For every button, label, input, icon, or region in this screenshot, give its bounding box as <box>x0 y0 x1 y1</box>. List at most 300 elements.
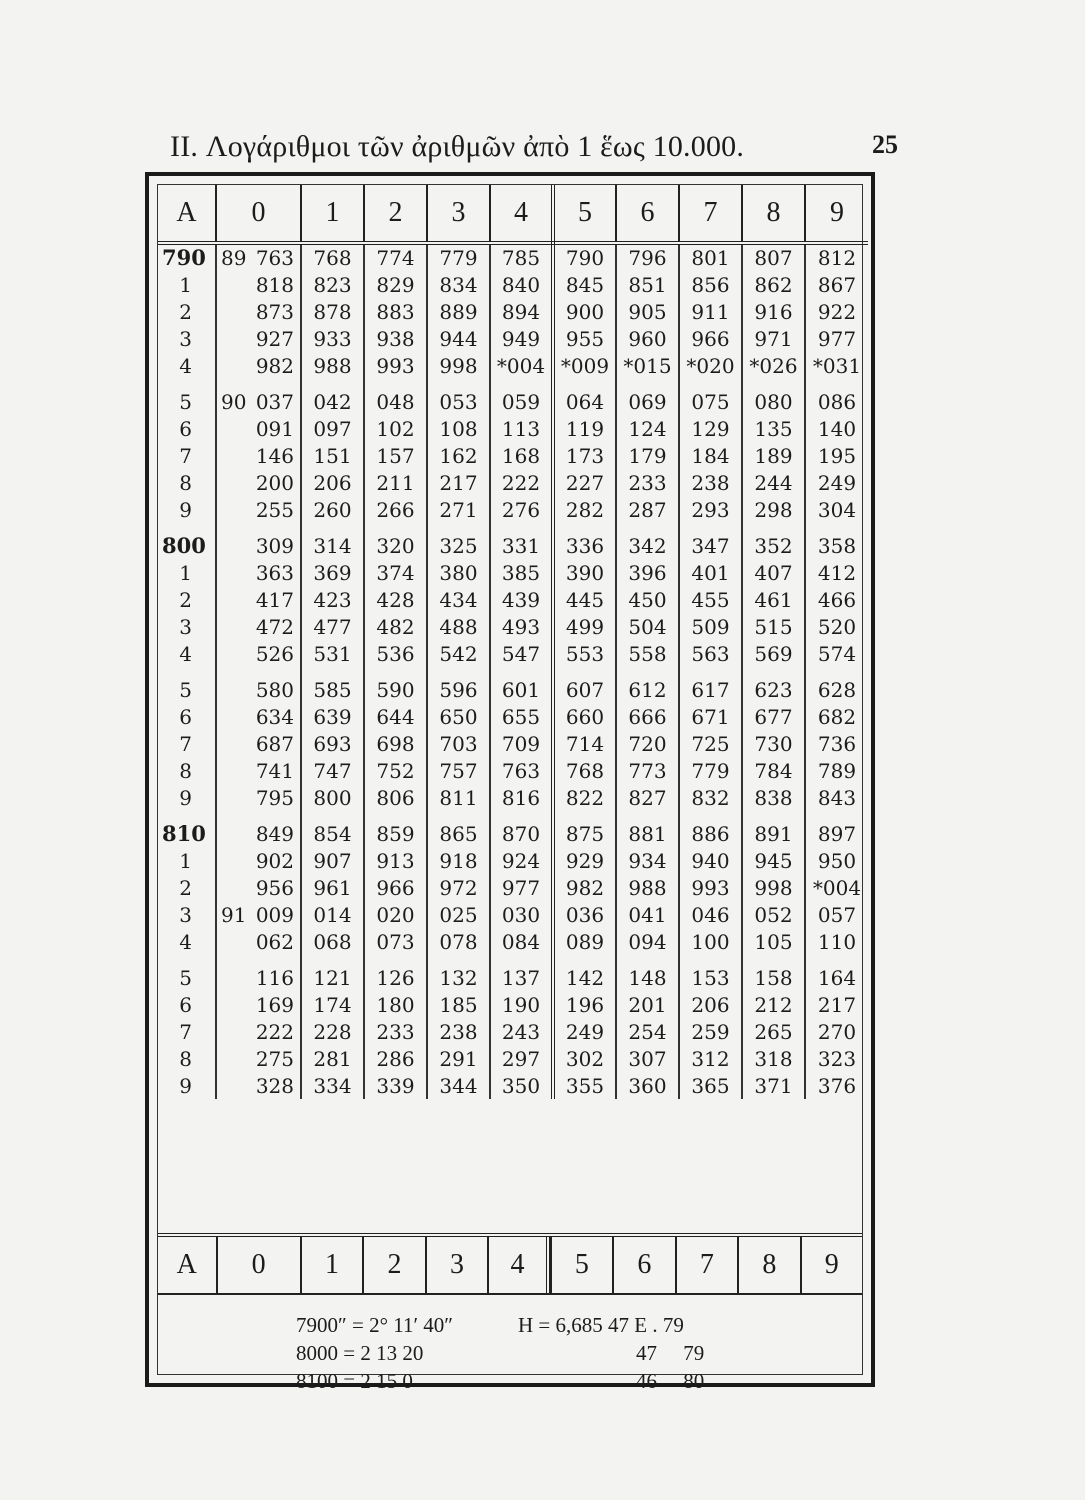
mantissa-cell: 840 <box>490 272 553 299</box>
mantissa-cell: 307 <box>616 1045 679 1072</box>
mantissa-cell: 059 <box>490 389 553 416</box>
mantissa-cell: 286 <box>364 1045 427 1072</box>
mantissa-cell: 834 <box>427 272 490 299</box>
table-frame <box>145 172 875 1393</box>
argument-value: 6 <box>179 993 192 1018</box>
mantissa-cell: 287 <box>616 496 679 523</box>
mantissa-cell: 260 <box>301 496 364 523</box>
mantissa-cell: 747 <box>301 757 364 784</box>
mantissa-cell: 911 <box>679 299 742 326</box>
page-title: II. Λογάριθμοι τῶν ἀριθμῶν ἀπὸ 1 ἕως 10.000. <box>170 130 745 163</box>
table-row <box>158 731 868 758</box>
mantissa-cell: 966 <box>364 875 427 902</box>
mantissa-cell: 352 <box>742 533 805 560</box>
mantissa-cell: 129 <box>679 416 742 443</box>
note-line-2-left: 8000 = 2 13 20 <box>296 1341 424 1365</box>
mantissa-cell: 110 <box>805 928 868 955</box>
table-row <box>158 272 868 299</box>
mantissa-cell <box>216 731 301 758</box>
mantissa-cell: 961 <box>301 875 364 902</box>
mantissa-cell: 949 <box>490 325 553 352</box>
mantissa-cell: 318 <box>742 1045 805 1072</box>
mantissa-cell: 950 <box>805 848 868 875</box>
mantissa-cell: 784 <box>742 757 805 784</box>
mantissa-cell: 030 <box>490 901 553 928</box>
header-cell: 7 <box>679 185 742 243</box>
mantissa-cell: 666 <box>616 704 679 731</box>
mantissa-cell: 938 <box>364 325 427 352</box>
table-row <box>158 1045 868 1072</box>
mantissa-cell: 100 <box>679 928 742 955</box>
mantissa-cell: 057 <box>805 901 868 928</box>
mantissa-value: 687 <box>255 731 294 756</box>
mantissa-value: 763 <box>255 246 294 271</box>
mantissa-cell: 360 <box>616 1072 679 1099</box>
argument-value: 3 <box>179 902 192 927</box>
mantissa-cell: 174 <box>301 992 364 1019</box>
mantissa-cell <box>216 416 301 443</box>
mantissa-cell <box>216 965 301 992</box>
table-row <box>158 677 868 704</box>
header-cell: 4 <box>490 185 553 243</box>
argument-cell <box>158 469 216 496</box>
mantissa-cell: 069 <box>616 389 679 416</box>
mantissa-cell: 900 <box>553 299 616 326</box>
mantissa-cell <box>216 640 301 667</box>
mantissa-cell: 993 <box>364 352 427 379</box>
table-row <box>158 821 868 848</box>
mantissa-cell <box>216 784 301 811</box>
mantissa-cell: 302 <box>553 1045 616 1072</box>
mantissa-cell <box>216 928 301 955</box>
argument-cell <box>158 848 216 875</box>
mantissa-cell: 913 <box>364 848 427 875</box>
mantissa-cell <box>216 1019 301 1046</box>
mantissa-cell: 628 <box>805 677 868 704</box>
mantissa-cell: 358 <box>805 533 868 560</box>
argument-cell <box>158 704 216 731</box>
mantissa-cell: 585 <box>301 677 364 704</box>
mantissa-cell: 878 <box>301 299 364 326</box>
mantissa-value: 741 <box>255 758 294 783</box>
mantissa-cell: 233 <box>616 469 679 496</box>
mantissa-cell: 190 <box>490 992 553 1019</box>
mantissa-cell: 390 <box>553 560 616 587</box>
mantissa-cell: 266 <box>364 496 427 523</box>
argument-value: 5 <box>179 678 192 703</box>
mantissa-cell: 068 <box>301 928 364 955</box>
mantissa-cell: 064 <box>553 389 616 416</box>
mantissa-cell: 832 <box>679 784 742 811</box>
argument-value: 6 <box>179 705 192 730</box>
mantissa-cell: 158 <box>742 965 805 992</box>
argument-value: 3 <box>179 614 192 639</box>
mantissa-cell: 212 <box>742 992 805 1019</box>
mantissa-cell: 752 <box>364 757 427 784</box>
mantissa-cell: 157 <box>364 443 427 470</box>
mantissa-cell: 596 <box>427 677 490 704</box>
argument-cell <box>158 613 216 640</box>
argument-cell <box>158 928 216 955</box>
mantissa-cell: 238 <box>427 1019 490 1046</box>
mantissa-cell: 365 <box>679 1072 742 1099</box>
mantissa-cell: 450 <box>616 587 679 614</box>
mantissa-cell: 189 <box>742 443 805 470</box>
group-spacer <box>158 667 868 677</box>
argument-cell <box>158 640 216 667</box>
mantissa-cell <box>216 901 301 928</box>
mantissa-cell: 102 <box>364 416 427 443</box>
mantissa-cell: 916 <box>742 299 805 326</box>
note-line-1-right: H = 6,685 47 E . 79 <box>518 1313 684 1337</box>
mantissa-cell: 113 <box>490 416 553 443</box>
mantissa-cell: 865 <box>427 821 490 848</box>
mantissa-cell: 768 <box>553 757 616 784</box>
mantissa-cell <box>216 613 301 640</box>
mantissa-cell: 988 <box>301 352 364 379</box>
table-row <box>158 640 868 667</box>
table-row <box>158 533 868 560</box>
mantissa-cell: 020 <box>364 901 427 928</box>
mantissa-cell: 121 <box>301 965 364 992</box>
mantissa-cell: 504 <box>616 613 679 640</box>
mantissa-cell: 574 <box>805 640 868 667</box>
mantissa-cell: 922 <box>805 299 868 326</box>
mantissa-value: 982 <box>255 353 294 378</box>
mantissa-cell: 428 <box>364 587 427 614</box>
mantissa-cell: 773 <box>616 757 679 784</box>
table-row <box>158 613 868 640</box>
mantissa-cell: 097 <box>301 416 364 443</box>
mantissa-cell <box>216 469 301 496</box>
argument-value: 4 <box>179 929 192 954</box>
header-cell: 5 <box>553 185 616 243</box>
mantissa-cell: 891 <box>742 821 805 848</box>
mantissa-cell: 135 <box>742 416 805 443</box>
argument-value: 7 <box>179 1019 192 1044</box>
mantissa-cell: 881 <box>616 821 679 848</box>
mantissa-cell: 905 <box>616 299 679 326</box>
argument-cell <box>158 443 216 470</box>
table-row <box>158 243 868 272</box>
mantissa-cell: 401 <box>679 560 742 587</box>
mantissa-cell: 944 <box>427 325 490 352</box>
mantissa-cell: 934 <box>616 848 679 875</box>
mantissa-cell: 164 <box>805 965 868 992</box>
argument-value: 1 <box>179 561 192 586</box>
mantissa-cell: 423 <box>301 587 364 614</box>
footer-header-cell: 9 <box>800 1237 862 1293</box>
mantissa-cell: 520 <box>805 613 868 640</box>
table-row <box>158 469 868 496</box>
table-row <box>158 928 868 955</box>
mantissa-value: 956 <box>255 875 294 900</box>
mantissa-cell: 173 <box>553 443 616 470</box>
logarithm-table <box>158 185 868 1099</box>
mantissa-cell: 339 <box>364 1072 427 1099</box>
mantissa-cell: 124 <box>616 416 679 443</box>
argument-value: 8 <box>179 470 192 495</box>
table-footer-header <box>158 1233 862 1295</box>
table-row <box>158 757 868 784</box>
mantissa-cell: 105 <box>742 928 805 955</box>
table-header-row <box>158 185 868 243</box>
mantissa-cell: 137 <box>490 965 553 992</box>
mantissa-cell: 843 <box>805 784 868 811</box>
mantissa-cell <box>216 587 301 614</box>
mantissa-cell: 184 <box>679 443 742 470</box>
mantissa-value: 902 <box>255 849 294 874</box>
table-row <box>158 587 868 614</box>
header-cell: 6 <box>616 185 679 243</box>
group-spacer <box>158 523 868 533</box>
mantissa-cell: 445 <box>553 587 616 614</box>
mantissa-cell: 800 <box>301 784 364 811</box>
argument-cell <box>158 821 216 848</box>
group-spacer <box>158 955 868 965</box>
mantissa-cell: 344 <box>427 1072 490 1099</box>
mantissa-cell: 217 <box>805 992 868 1019</box>
mantissa-cell: 227 <box>553 469 616 496</box>
characteristic-prefix: 91 <box>221 902 247 927</box>
mantissa-cell: 342 <box>616 533 679 560</box>
mantissa-cell: 439 <box>490 587 553 614</box>
mantissa-cell: 854 <box>301 821 364 848</box>
mantissa-value: 255 <box>255 497 294 522</box>
mantissa-cell: 779 <box>427 243 490 272</box>
mantissa-cell: 148 <box>616 965 679 992</box>
table-row <box>158 875 868 902</box>
mantissa-cell: 933 <box>301 325 364 352</box>
mantissa-cell: 929 <box>553 848 616 875</box>
mantissa-cell: 768 <box>301 243 364 272</box>
mantissa-cell: 374 <box>364 560 427 587</box>
table-row <box>158 352 868 379</box>
argument-value: 9 <box>179 497 192 522</box>
mantissa-cell: 334 <box>301 1072 364 1099</box>
mantissa-cell: 988 <box>616 875 679 902</box>
mantissa-value: 849 <box>255 822 294 847</box>
mantissa-cell: 376 <box>805 1072 868 1099</box>
mantissa-cell: 812 <box>805 243 868 272</box>
mantissa-cell: 639 <box>301 704 364 731</box>
mantissa-cell: *009 <box>553 352 616 379</box>
argument-value: 5 <box>179 966 192 991</box>
argument-value: 810 <box>162 821 206 847</box>
mantissa-cell: 757 <box>427 757 490 784</box>
mantissa-cell: 380 <box>427 560 490 587</box>
mantissa-cell <box>216 677 301 704</box>
mantissa-cell: 477 <box>301 613 364 640</box>
mantissa-cell: 126 <box>364 965 427 992</box>
mantissa-cell: 693 <box>301 731 364 758</box>
footer-header-cell: 1 <box>300 1237 362 1293</box>
mantissa-cell: 396 <box>616 560 679 587</box>
mantissa-cell: 601 <box>490 677 553 704</box>
mantissa-cell: 870 <box>490 821 553 848</box>
mantissa-cell: 347 <box>679 533 742 560</box>
mantissa-cell: 243 <box>490 1019 553 1046</box>
mantissa-cell: 168 <box>490 443 553 470</box>
mantissa-cell: 883 <box>364 299 427 326</box>
mantissa-cell: 859 <box>364 821 427 848</box>
mantissa-value: 417 <box>255 587 294 612</box>
mantissa-cell: 998 <box>427 352 490 379</box>
mantissa-cell: 720 <box>616 731 679 758</box>
mantissa-cell: 623 <box>742 677 805 704</box>
mantissa-cell: 073 <box>364 928 427 955</box>
mantissa-cell: 238 <box>679 469 742 496</box>
argument-cell <box>158 1019 216 1046</box>
argument-value: 1 <box>179 849 192 874</box>
argument-value: 3 <box>179 326 192 351</box>
mantissa-cell: 080 <box>742 389 805 416</box>
mantissa-cell <box>216 757 301 784</box>
table-body <box>158 243 868 1099</box>
argument-cell <box>158 243 216 272</box>
mantissa-cell: 151 <box>301 443 364 470</box>
mantissa-cell: 918 <box>427 848 490 875</box>
argument-cell <box>158 416 216 443</box>
mantissa-cell <box>216 1072 301 1099</box>
header-cell: 1 <box>301 185 364 243</box>
mantissa-cell: 977 <box>805 325 868 352</box>
mantissa-cell: 461 <box>742 587 805 614</box>
characteristic-prefix: 90 <box>221 390 247 415</box>
mantissa-value: 091 <box>255 417 294 442</box>
mantissa-cell: 845 <box>553 272 616 299</box>
mantissa-cell: 293 <box>679 496 742 523</box>
note-line-3-left: 8100 = 2 15 0 <box>296 1369 413 1393</box>
mantissa-cell: 233 <box>364 1019 427 1046</box>
table-row <box>158 901 868 928</box>
mantissa-value: 927 <box>255 326 294 351</box>
argument-cell <box>158 1072 216 1099</box>
mantissa-cell: 455 <box>679 587 742 614</box>
mantissa-value: 037 <box>255 390 294 415</box>
mantissa-cell: 736 <box>805 731 868 758</box>
mantissa-cell: 822 <box>553 784 616 811</box>
mantissa-cell: 862 <box>742 272 805 299</box>
mantissa-cell: 509 <box>679 613 742 640</box>
mantissa-cell: 371 <box>742 1072 805 1099</box>
table-row <box>158 1019 868 1046</box>
mantissa-cell: 259 <box>679 1019 742 1046</box>
argument-value: 2 <box>179 299 192 324</box>
mantissa-cell: 331 <box>490 533 553 560</box>
mantissa-cell <box>216 1045 301 1072</box>
mantissa-cell: 162 <box>427 443 490 470</box>
mantissa-cell: 042 <box>301 389 364 416</box>
mantissa-cell: 563 <box>679 640 742 667</box>
mantissa-cell: 655 <box>490 704 553 731</box>
argument-value: 790 <box>162 245 206 271</box>
argument-value: 5 <box>179 390 192 415</box>
mantissa-cell: 493 <box>490 613 553 640</box>
mantissa-cell: 671 <box>679 704 742 731</box>
mantissa-cell: 703 <box>427 731 490 758</box>
mantissa-cell: 682 <box>805 704 868 731</box>
characteristic-prefix: 89 <box>221 246 247 271</box>
mantissa-cell: 515 <box>742 613 805 640</box>
mantissa-cell: 542 <box>427 640 490 667</box>
mantissa-cell: 254 <box>616 1019 679 1046</box>
mantissa-cell: 617 <box>679 677 742 704</box>
table-row <box>158 848 868 875</box>
argument-cell <box>158 757 216 784</box>
mantissa-cell: 553 <box>553 640 616 667</box>
mantissa-cell: 796 <box>616 243 679 272</box>
argument-value: 2 <box>179 875 192 900</box>
mantissa-cell: 014 <box>301 901 364 928</box>
mantissa-value: 222 <box>255 1019 294 1044</box>
mantissa-cell: 838 <box>742 784 805 811</box>
mantissa-value: 795 <box>255 785 294 810</box>
mantissa-cell <box>216 243 301 272</box>
mantissa-value: 526 <box>255 641 294 666</box>
mantissa-cell: 369 <box>301 560 364 587</box>
mantissa-cell: 807 <box>742 243 805 272</box>
mantissa-cell: 142 <box>553 965 616 992</box>
argument-cell <box>158 731 216 758</box>
argument-cell <box>158 784 216 811</box>
mantissa-cell: 945 <box>742 848 805 875</box>
mantissa-cell: 644 <box>364 704 427 731</box>
table-row <box>158 1072 868 1099</box>
mantissa-cell: 488 <box>427 613 490 640</box>
mantissa-cell: 867 <box>805 272 868 299</box>
footer-header-cell: 4 <box>487 1237 550 1293</box>
mantissa-cell: 211 <box>364 469 427 496</box>
mantissa-value: 116 <box>255 966 294 991</box>
mantissa-cell: 086 <box>805 389 868 416</box>
mantissa-cell: 972 <box>427 875 490 902</box>
mantissa-cell: 897 <box>805 821 868 848</box>
mantissa-cell: 790 <box>553 243 616 272</box>
mantissa-cell: 698 <box>364 731 427 758</box>
argument-value: 8 <box>179 1046 192 1071</box>
mantissa-cell: 993 <box>679 875 742 902</box>
mantissa-cell: *004 <box>805 875 868 902</box>
table-row <box>158 299 868 326</box>
footer-header-cell: 0 <box>216 1237 300 1293</box>
mantissa-cell: 907 <box>301 848 364 875</box>
mantissa-cell: 249 <box>805 469 868 496</box>
mantissa-cell: 385 <box>490 560 553 587</box>
table-row <box>158 992 868 1019</box>
mantissa-cell: 179 <box>616 443 679 470</box>
mantissa-cell: 851 <box>616 272 679 299</box>
header-cell: 9 <box>805 185 868 243</box>
mantissa-cell: 763 <box>490 757 553 784</box>
note-line-3-right: 46 80 <box>636 1369 705 1393</box>
argument-cell <box>158 1045 216 1072</box>
table-row <box>158 784 868 811</box>
mantissa-cell: *020 <box>679 352 742 379</box>
argument-value: 6 <box>179 417 192 442</box>
mantissa-cell: 217 <box>427 469 490 496</box>
mantissa-cell: 547 <box>490 640 553 667</box>
mantissa-value: 200 <box>255 470 294 495</box>
mantissa-cell: 297 <box>490 1045 553 1072</box>
footer-header-cell: 8 <box>737 1237 799 1293</box>
mantissa-cell: 276 <box>490 496 553 523</box>
mantissa-cell <box>216 272 301 299</box>
mantissa-cell: 265 <box>742 1019 805 1046</box>
mantissa-cell: 036 <box>553 901 616 928</box>
mantissa-cell: 052 <box>742 901 805 928</box>
header-cell: 0 <box>216 185 301 243</box>
